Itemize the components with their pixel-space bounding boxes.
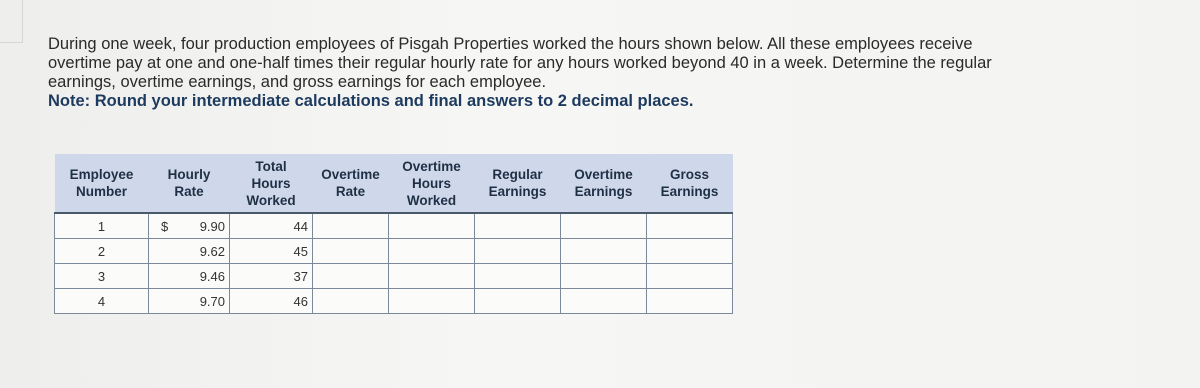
problem-line-2: overtime pay at one and one-half times their regular hourly rate for any hours worked beyond 40 in a week. Determine the regular	[48, 54, 992, 72]
hourly-rate-value: 9.90	[199, 218, 225, 234]
hourly-rate-value: 9.70	[199, 293, 225, 309]
total-hours-cell: 44	[230, 213, 313, 239]
hourly-rate-cell	[149, 289, 230, 314]
table-row	[55, 213, 733, 239]
employee-number-cell: 1	[55, 213, 149, 239]
header-regular-earnings-line1: Regular	[492, 167, 543, 182]
overtime-earnings-input[interactable]	[561, 264, 647, 289]
regular-earnings-input[interactable]	[475, 239, 561, 264]
employee-number-cell: 2	[55, 239, 149, 264]
overtime-rate-input[interactable]	[313, 239, 389, 264]
table-row	[55, 289, 733, 314]
header-overtime-earnings-line2: Earnings	[574, 184, 633, 199]
hourly-rate-cell	[149, 239, 230, 264]
header-gross-earnings-line2: Earnings	[660, 184, 719, 199]
problem-statement	[48, 35, 1168, 111]
employee-number-cell: 3	[55, 264, 149, 289]
header-overtime-rate-line1: Overtime	[321, 167, 380, 182]
overtime-rate-input[interactable]	[313, 264, 389, 289]
overtime-rate-input[interactable]	[313, 213, 389, 239]
gross-earnings-input[interactable]	[647, 264, 733, 289]
total-hours-cell: 37	[230, 264, 313, 289]
gross-earnings-input[interactable]	[647, 239, 733, 264]
header-employee-number-line2: Number	[75, 184, 127, 199]
overtime-earnings-input[interactable]	[561, 239, 647, 264]
header-overtime-hours-line2: Hours	[411, 175, 451, 191]
gross-earnings-input[interactable]	[647, 213, 733, 239]
page-edge-mark	[0, 0, 23, 43]
rounding-note: Note: Round your intermediate calculations and final answers to 2 decimal places.	[48, 92, 694, 110]
overtime-hours-input[interactable]	[389, 213, 475, 239]
hourly-rate-cell	[149, 264, 230, 289]
table-row	[55, 239, 733, 264]
overtime-rate-input[interactable]	[313, 289, 389, 314]
header-overtime-earnings	[561, 154, 647, 213]
overtime-hours-input[interactable]	[389, 289, 475, 314]
header-overtime-earnings-line1: Overtime	[574, 167, 633, 182]
currency-symbol: $	[161, 218, 169, 234]
total-hours-cell: 45	[230, 239, 313, 264]
regular-earnings-input[interactable]	[475, 264, 561, 289]
problem-line-1: During one week, four production employees of Pisgah Properties worked the hours shown below. All these employees receive	[48, 35, 973, 53]
header-regular-earnings-line2: Earnings	[488, 184, 547, 199]
header-gross-earnings-line1: Gross	[669, 167, 710, 182]
header-regular-earnings	[475, 154, 561, 213]
table-row	[55, 264, 733, 289]
regular-earnings-input[interactable]	[475, 289, 561, 314]
problem-line-3: earnings, overtime earnings, and gross earnings for each employee.	[48, 73, 547, 91]
header-overtime-rate-line2: Rate	[335, 184, 366, 199]
header-overtime-hours	[389, 154, 475, 213]
header-total-hours-line1: Total	[255, 158, 287, 174]
header-employee-number	[55, 154, 149, 213]
overtime-hours-input[interactable]	[389, 264, 475, 289]
hourly-rate-value: 9.46	[199, 268, 225, 284]
header-total-hours	[230, 154, 313, 213]
regular-earnings-input[interactable]	[475, 213, 561, 239]
header-hourly-rate-line1: Hourly	[167, 167, 211, 182]
hourly-rate-value: 9.62	[199, 243, 225, 259]
hourly-rate-cell	[149, 213, 230, 239]
overtime-hours-input[interactable]	[389, 239, 475, 264]
header-overtime-hours-line1: Overtime	[402, 158, 461, 174]
header-hourly-rate-line2: Rate	[174, 184, 204, 199]
header-overtime-rate	[313, 154, 389, 213]
earnings-table	[54, 154, 733, 314]
header-employee-number-line1: Employee	[69, 167, 134, 182]
header-overtime-hours-line3: Worked	[406, 192, 457, 208]
total-hours-cell: 46	[230, 289, 313, 314]
employee-number-cell: 4	[55, 289, 149, 314]
gross-earnings-input[interactable]	[647, 289, 733, 314]
header-hourly-rate	[149, 154, 230, 213]
header-gross-earnings	[647, 154, 733, 213]
overtime-earnings-input[interactable]	[561, 213, 647, 239]
header-total-hours-line2: Hours	[251, 175, 291, 191]
overtime-earnings-input[interactable]	[561, 289, 647, 314]
header-row	[55, 154, 733, 213]
header-total-hours-line3: Worked	[246, 192, 296, 208]
